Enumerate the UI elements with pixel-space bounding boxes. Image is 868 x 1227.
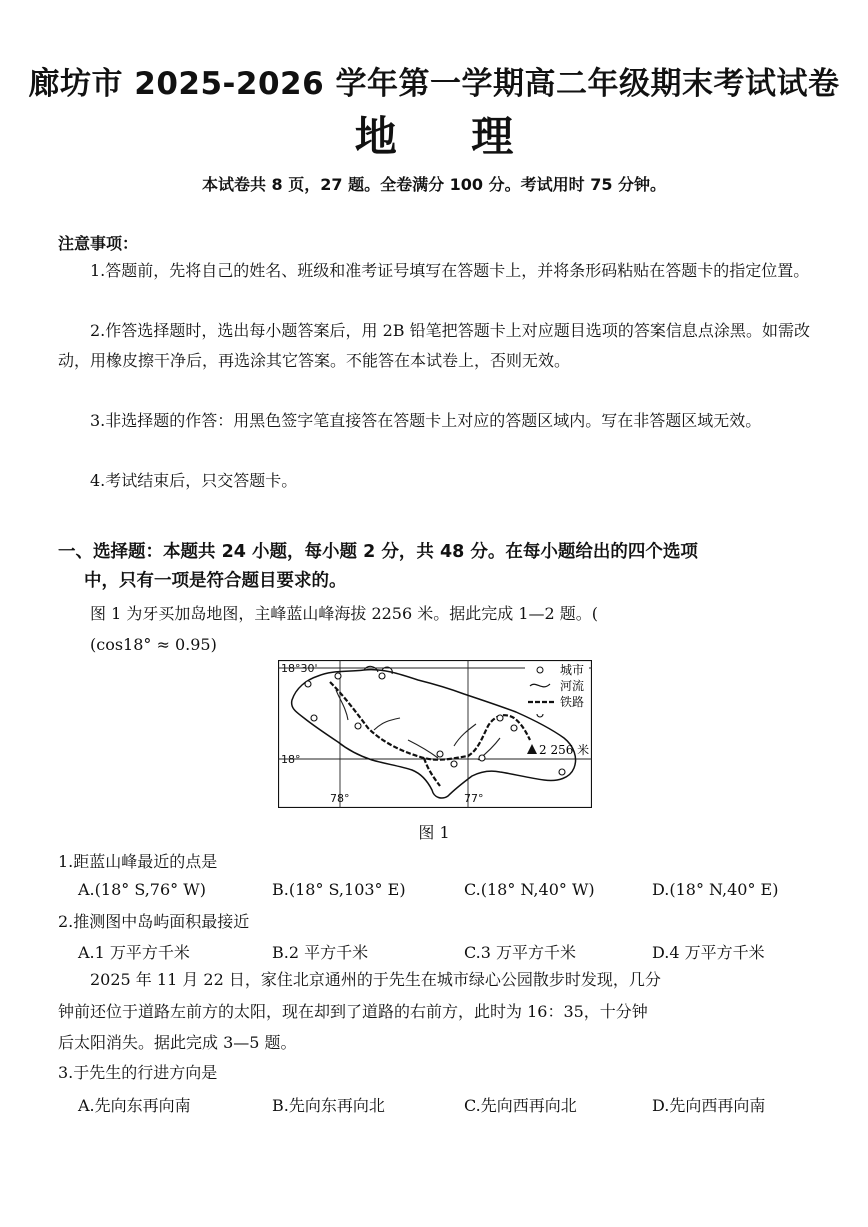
city-dot — [479, 755, 485, 761]
question-1-options — [78, 880, 818, 902]
question-3-stem: 3.于先生的行进方向是 — [58, 1063, 218, 1082]
question-1-stem: 1.距蓝山峰最近的点是 — [58, 852, 218, 871]
question-2-options — [78, 940, 818, 962]
city-dot — [437, 751, 443, 757]
passage-2-line1: 2025 年 11 月 22 日，家住北京通州的于先生在城市绿心公园散步时发现，几分 — [90, 970, 661, 989]
jamaica-map — [278, 660, 592, 808]
passage-2-line2: 钟前还位于道路左前方的太阳，现在却到了道路的右前方，此时为 16：35，十分钟 — [58, 1002, 648, 1021]
legend-city-icon — [537, 667, 543, 673]
question-3-option-c: C.先向西再向北 — [464, 1096, 577, 1115]
notes-heading: 注意事项： — [58, 234, 139, 253]
city-dot — [379, 673, 385, 679]
city-dot — [497, 715, 503, 721]
city-dot — [511, 725, 517, 731]
exam-info: 本试卷共 8 页，27 题。全卷满分 100 分。考试用时 75 分钟。 — [201, 175, 667, 194]
city-dot — [451, 761, 457, 767]
question-3-options — [78, 1093, 818, 1115]
lon-right-label: 77° — [464, 792, 484, 805]
city-dot — [335, 673, 341, 679]
legend-rail-label: 铁路 — [560, 695, 585, 709]
exam-title: 廊坊市 2025-2026 学年第一学期高二年级期末考试试卷 — [28, 66, 840, 102]
lat-top-label: 18°30' — [281, 662, 318, 675]
figure-caption: 图 1 — [418, 823, 450, 842]
city-dot — [311, 715, 317, 721]
question-3-option-d: D.先向西再向南 — [652, 1096, 766, 1115]
subject-title: 地 理 — [354, 112, 544, 161]
section-heading-line1: 一、选择题：本题共 24 小题，每小题 2 分，共 48 分。在每小题给出的四个选项 — [58, 542, 698, 562]
lat-mid-label: 18° — [281, 753, 301, 766]
question-2-option-b: B.2 平方千米 — [272, 943, 369, 962]
question-1-option-a: A.(18° S,76° W) — [78, 880, 206, 899]
question-2-option-d: D.4 万平方千米 — [652, 943, 765, 962]
section-heading — [58, 538, 818, 596]
city-dot — [305, 681, 311, 687]
question-3-option-a: A.先向东再向南 — [78, 1096, 191, 1115]
question-1-option-b: B.(18° S,103° E) — [272, 880, 406, 899]
note-item-1: 1.答题前，先将自己的姓名、班级和准考证号填写在答题卡上，并将条形码粘贴在答题卡的指定位置。 — [90, 261, 810, 280]
legend-city-label: 城市 — [560, 663, 585, 677]
question-2-option-c: C.3 万平方千米 — [464, 943, 577, 962]
question-1-option-d: D.(18° N,40° E) — [652, 880, 779, 899]
city-dot — [355, 723, 361, 729]
section-heading-line2: 中，只有一项是符合题目要求的。 — [84, 571, 347, 591]
figure-intro-line2: (cos18° ≈ 0.95) — [90, 635, 217, 654]
question-3-option-b: B.先向东再向北 — [272, 1096, 385, 1115]
lon-left-label: 78° — [330, 792, 350, 805]
question-1-option-c: C.(18° N,40° W) — [464, 880, 595, 899]
note-item-4: 4.考试结束后，只交答题卡。 — [90, 471, 298, 490]
question-2-option-a: A.1 万平方千米 — [78, 943, 190, 962]
city-dot — [559, 769, 565, 775]
legend-river-label: 河流 — [560, 679, 585, 693]
note-item-3: 3.非选择题的作答：用黑色签字笔直接答在答题卡上对应的答题区域内。写在非答题区域无效。 — [90, 411, 762, 430]
passage-2-line3: 后太阳消失。据此完成 3—5 题。 — [58, 1033, 297, 1052]
figure-intro-line1: 图 1 为牙买加岛地图，主峰蓝山峰海拔 2256 米。据此完成 1—2 题。( — [90, 604, 599, 623]
note-item-2: 2.作答选择题时，选出每小题答案后，用 2B 铅笔把答题卡上对应题目选项的答案信息点涂黑。如需改动，用橡皮擦干净后，再选涂其它答案。不能答在本试卷上，否则无效。 — [58, 321, 810, 370]
peak-label: 2 256 米 — [539, 743, 590, 757]
question-2-stem: 2.推测图中岛屿面积最接近 — [58, 912, 250, 931]
map-legend — [525, 662, 589, 714]
